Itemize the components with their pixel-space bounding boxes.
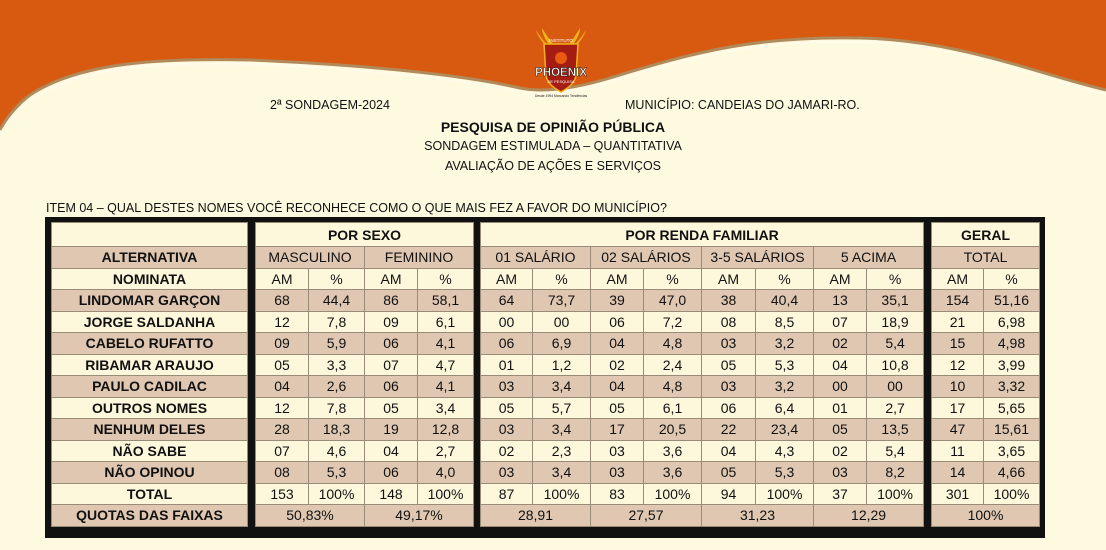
- table-row: [481, 397, 924, 419]
- table-row: [932, 397, 1040, 419]
- cell-pct: 3,6: [644, 462, 702, 484]
- cell-pct: 1,2: [533, 354, 591, 376]
- cell-am: 03: [591, 440, 644, 462]
- cell-am: 02: [814, 333, 867, 355]
- cell-am: 148: [365, 483, 418, 505]
- table-row: [481, 354, 924, 376]
- cell-pct: 13,5: [867, 419, 924, 441]
- quotas-row: [481, 505, 924, 527]
- cell-am: 07: [814, 311, 867, 333]
- candidate-name: RIBAMAR ARAUJO: [52, 354, 248, 376]
- table-row: [52, 290, 248, 312]
- cell-pct: 8,5: [756, 311, 814, 333]
- col-pct: %: [309, 268, 365, 290]
- cell-pct: 5,3: [756, 462, 814, 484]
- table-row: [52, 397, 248, 419]
- cell-am: 39: [591, 290, 644, 312]
- cell-am: 47: [932, 419, 984, 441]
- cell-am: 21: [932, 311, 984, 333]
- table-row: [481, 290, 924, 312]
- cell-pct: 5,3: [756, 354, 814, 376]
- cell-pct: 4,8: [644, 376, 702, 398]
- cell-pct: 5,7: [533, 397, 591, 419]
- cell-pct: 100%: [867, 483, 924, 505]
- table-row: [481, 419, 924, 441]
- quota-02-salarios: 27,57: [591, 505, 702, 527]
- table-row: [52, 483, 248, 505]
- quota-3-5-salarios: 31,23: [702, 505, 814, 527]
- cell-pct: 35,1: [867, 290, 924, 312]
- cell-am: 04: [365, 440, 418, 462]
- cell-pct: 6,1: [418, 311, 474, 333]
- subgroup-total: TOTAL: [932, 247, 1040, 269]
- cell-am: 94: [702, 483, 756, 505]
- table-row: [932, 462, 1040, 484]
- cell-pct: 100%: [984, 483, 1040, 505]
- table-row: [932, 290, 1040, 312]
- cell-am: 07: [365, 354, 418, 376]
- cell-pct: 5,4: [867, 440, 924, 462]
- cell-am: 06: [365, 462, 418, 484]
- cell-pct: 3,4: [533, 419, 591, 441]
- cell-am: 68: [256, 290, 309, 312]
- svg-text:DE PESQUISA: DE PESQUISA: [547, 79, 575, 84]
- geral-block: [931, 222, 1040, 527]
- cell-am: 03: [481, 376, 533, 398]
- cell-pct: 7,8: [309, 397, 365, 419]
- cell-am: 13: [814, 290, 867, 312]
- page-title: PESQUISA DE OPINIÃO PÚBLICA: [440, 119, 666, 135]
- cell-pct: 20,5: [644, 419, 702, 441]
- subgroup-feminino: FEMININO: [365, 247, 474, 269]
- subgroup-5-acima: 5 ACIMA: [814, 247, 924, 269]
- group-header-sexo: POR SEXO: [256, 223, 474, 247]
- cell-pct: 73,7: [533, 290, 591, 312]
- table-row: [481, 376, 924, 398]
- cell-pct: 100%: [309, 483, 365, 505]
- cell-pct: 3,99: [984, 354, 1040, 376]
- cell-am: 06: [591, 311, 644, 333]
- cell-pct: 7,8: [309, 311, 365, 333]
- cell-am: 11: [932, 440, 984, 462]
- candidate-name: NENHUM DELES: [52, 419, 248, 441]
- cell-am: 04: [256, 376, 309, 398]
- cell-pct: 6,4: [756, 397, 814, 419]
- cell-am: 02: [591, 354, 644, 376]
- table-row: [932, 333, 1040, 355]
- cell-am: 06: [702, 397, 756, 419]
- table-row: [481, 483, 924, 505]
- cell-am: 14: [932, 462, 984, 484]
- cell-pct: 4,1: [418, 376, 474, 398]
- table-row: [52, 440, 248, 462]
- table-row: [932, 440, 1040, 462]
- table-row: [481, 462, 924, 484]
- cell-pct: 2,7: [418, 440, 474, 462]
- cell-am: 06: [365, 333, 418, 355]
- candidate-name: CABELO RUFATTO: [52, 333, 248, 355]
- cell-am: 87: [481, 483, 533, 505]
- col-pct: %: [644, 268, 702, 290]
- cell-am: 38: [702, 290, 756, 312]
- group-header-geral: GERAL: [932, 223, 1040, 247]
- por-sexo-block: [255, 222, 474, 527]
- subgroup-02-salarios: 02 SALÁRIOS: [591, 247, 702, 269]
- page-subtitle-2: AVALIAÇÃO DE AÇÕES E SERVIÇOS: [444, 159, 662, 173]
- cell-pct: 5,4: [867, 333, 924, 355]
- cell-am: 06: [365, 376, 418, 398]
- cell-am: 00: [481, 311, 533, 333]
- cell-am: 10: [932, 376, 984, 398]
- candidate-name: PAULO CADILAC: [52, 376, 248, 398]
- table-row: [52, 376, 248, 398]
- cell-pct: 4,3: [756, 440, 814, 462]
- table-row: [481, 311, 924, 333]
- col-am: AM: [365, 268, 418, 290]
- cell-pct: 3,32: [984, 376, 1040, 398]
- candidate-name: NÃO OPINOU: [52, 462, 248, 484]
- table-row: [256, 376, 474, 398]
- table-row: [256, 290, 474, 312]
- subgroup-masculino: MASCULINO: [256, 247, 365, 269]
- cell-am: 03: [702, 376, 756, 398]
- table-row: [256, 354, 474, 376]
- cell-pct: 3,6: [644, 440, 702, 462]
- cell-am: 15: [932, 333, 984, 355]
- cell-pct: 15,61: [984, 419, 1040, 441]
- cell-pct: 4,6: [309, 440, 365, 462]
- cell-am: 22: [702, 419, 756, 441]
- cell-pct: 18,9: [867, 311, 924, 333]
- cell-pct: 44,4: [309, 290, 365, 312]
- municipality: MUNICÍPIO: CANDEIAS DO JAMARI-RO.: [625, 98, 860, 112]
- col-am: AM: [814, 268, 867, 290]
- cell-pct: 3,2: [756, 376, 814, 398]
- cell-pct: 00: [533, 311, 591, 333]
- quotas-label: QUOTAS DAS FAIXAS: [52, 505, 248, 527]
- col-pct: %: [984, 268, 1040, 290]
- table-row: [52, 333, 248, 355]
- table-row: [481, 333, 924, 355]
- cell-am: 03: [481, 419, 533, 441]
- por-renda-block: [480, 222, 924, 527]
- cell-pct: 3,2: [756, 333, 814, 355]
- table-row: [256, 333, 474, 355]
- cell-am: 02: [481, 440, 533, 462]
- cell-am: 07: [256, 440, 309, 462]
- cell-am: 09: [365, 311, 418, 333]
- cell-am: 64: [481, 290, 533, 312]
- cell-pct: 100%: [418, 483, 474, 505]
- cell-am: 153: [256, 483, 309, 505]
- cell-pct: 58,1: [418, 290, 474, 312]
- group-header-renda: POR RENDA FAMILIAR: [481, 223, 924, 247]
- cell-pct: 4,98: [984, 333, 1040, 355]
- cell-am: 05: [814, 419, 867, 441]
- cell-am: 17: [932, 397, 984, 419]
- cell-am: 01: [814, 397, 867, 419]
- svg-text:INSTITUTO: INSTITUTO: [549, 38, 573, 43]
- cell-am: 301: [932, 483, 984, 505]
- quota-total: 100%: [932, 505, 1040, 527]
- quota-feminino: 49,17%: [365, 505, 474, 527]
- table-row: [52, 462, 248, 484]
- col-pct: %: [418, 268, 474, 290]
- cell-pct: 6,9: [533, 333, 591, 355]
- cell-pct: 4,66: [984, 462, 1040, 484]
- cell-am: 01: [481, 354, 533, 376]
- quota-5-acima: 12,29: [814, 505, 924, 527]
- candidate-name: JORGE SALDANHA: [52, 311, 248, 333]
- cell-pct: 47,0: [644, 290, 702, 312]
- cell-am: 04: [591, 333, 644, 355]
- cell-am: 08: [256, 462, 309, 484]
- table-row: [52, 311, 248, 333]
- col-am: AM: [932, 268, 984, 290]
- nominata-label: NOMINATA: [52, 268, 248, 290]
- cell-pct: 10,8: [867, 354, 924, 376]
- table-row: [256, 483, 474, 505]
- cell-am: 05: [481, 397, 533, 419]
- cell-pct: 4,1: [418, 333, 474, 355]
- cell-pct: 40,4: [756, 290, 814, 312]
- cell-am: 05: [702, 462, 756, 484]
- cell-pct: 100%: [756, 483, 814, 505]
- table-row: [256, 311, 474, 333]
- cell-pct: 3,3: [309, 354, 365, 376]
- blank-header-cell: [52, 223, 248, 247]
- cell-am: 04: [814, 354, 867, 376]
- quotas-row: [52, 505, 248, 527]
- cell-am: 05: [702, 354, 756, 376]
- cell-pct: 5,65: [984, 397, 1040, 419]
- subgroup-3-5-salarios: 3-5 SALÁRIOS: [702, 247, 814, 269]
- cell-pct: 2,4: [644, 354, 702, 376]
- cell-am: 09: [256, 333, 309, 355]
- cell-pct: 18,3: [309, 419, 365, 441]
- cell-am: 19: [365, 419, 418, 441]
- candidate-name: OUTROS NOMES: [52, 397, 248, 419]
- col-am: AM: [702, 268, 756, 290]
- svg-text:Desde 1994 Marcando Tendências: Desde 1994 Marcando Tendências: [534, 94, 588, 98]
- cell-am: 12: [932, 354, 984, 376]
- cell-am: 04: [591, 376, 644, 398]
- question-text: ITEM 04 – QUAL DESTES NOMES VOCÊ RECONHECE COMO O QUE MAIS FEZ A FAVOR DO MUNICÍPIO?: [46, 201, 667, 215]
- total-label: TOTAL: [52, 483, 248, 505]
- table-row: [256, 440, 474, 462]
- quota-masculino: 50,83%: [256, 505, 365, 527]
- candidate-name: LINDOMAR GARÇON: [52, 290, 248, 312]
- cell-pct: 3,4: [418, 397, 474, 419]
- cell-pct: 5,9: [309, 333, 365, 355]
- table-row: [256, 397, 474, 419]
- svg-text:PHOENIX: PHOENIX: [535, 67, 587, 79]
- table-row: [932, 354, 1040, 376]
- cell-pct: 100%: [533, 483, 591, 505]
- table-row: [256, 462, 474, 484]
- cell-pct: 2,3: [533, 440, 591, 462]
- quotas-row: [932, 505, 1040, 527]
- cell-am: 02: [814, 440, 867, 462]
- table-row: [481, 440, 924, 462]
- cell-pct: 4,7: [418, 354, 474, 376]
- cell-pct: 8,2: [867, 462, 924, 484]
- table-row: [932, 483, 1040, 505]
- cell-pct: 4,8: [644, 333, 702, 355]
- cell-am: 28: [256, 419, 309, 441]
- alternativa-label: ALTERNATIVA: [52, 247, 248, 269]
- table-row: [932, 376, 1040, 398]
- cell-pct: 3,4: [533, 462, 591, 484]
- cell-pct: 2,6: [309, 376, 365, 398]
- cell-am: 04: [702, 440, 756, 462]
- cell-pct: 3,65: [984, 440, 1040, 462]
- cell-pct: 6,1: [644, 397, 702, 419]
- cell-am: 03: [481, 462, 533, 484]
- cell-pct: 6,98: [984, 311, 1040, 333]
- table-row: [52, 354, 248, 376]
- cell-am: 03: [814, 462, 867, 484]
- cell-pct: 4,0: [418, 462, 474, 484]
- col-am: AM: [591, 268, 644, 290]
- subgroup-01-salario: 01 SALÁRIO: [481, 247, 591, 269]
- cell-pct: 00: [867, 376, 924, 398]
- cell-pct: 5,3: [309, 462, 365, 484]
- cell-pct: 7,2: [644, 311, 702, 333]
- cell-am: 05: [365, 397, 418, 419]
- cell-am: 86: [365, 290, 418, 312]
- col-am: AM: [256, 268, 309, 290]
- cell-am: 12: [256, 311, 309, 333]
- cell-pct: 51,16: [984, 290, 1040, 312]
- col-pct: %: [867, 268, 924, 290]
- phoenix-logo-icon: [518, 28, 604, 100]
- cell-am: 03: [702, 333, 756, 355]
- alternatives-column: [51, 222, 248, 527]
- col-am: AM: [481, 268, 533, 290]
- table-row: [932, 419, 1040, 441]
- cell-am: 08: [702, 311, 756, 333]
- cell-am: 05: [591, 397, 644, 419]
- cell-am: 12: [256, 397, 309, 419]
- cell-pct: 12,8: [418, 419, 474, 441]
- quotas-row: [256, 505, 474, 527]
- cell-am: 37: [814, 483, 867, 505]
- table-row: [932, 311, 1040, 333]
- survey-round: 2ª SONDAGEM-2024: [270, 98, 390, 112]
- cell-am: 06: [481, 333, 533, 355]
- table-row: [52, 419, 248, 441]
- col-pct: %: [756, 268, 814, 290]
- cell-pct: 100%: [644, 483, 702, 505]
- cell-am: 154: [932, 290, 984, 312]
- cell-pct: 2,7: [867, 397, 924, 419]
- candidate-name: NÃO SABE: [52, 440, 248, 462]
- col-pct: %: [533, 268, 591, 290]
- page-subtitle: SONDAGEM ESTIMULADA – QUANTITATIVA: [424, 139, 682, 153]
- table-row: [256, 419, 474, 441]
- quota-01-salario: 28,91: [481, 505, 591, 527]
- cell-am: 17: [591, 419, 644, 441]
- cell-am: 05: [256, 354, 309, 376]
- cell-am: 83: [591, 483, 644, 505]
- cell-pct: 23,4: [756, 419, 814, 441]
- cell-pct: 3,4: [533, 376, 591, 398]
- cell-am: 03: [591, 462, 644, 484]
- cell-am: 00: [814, 376, 867, 398]
